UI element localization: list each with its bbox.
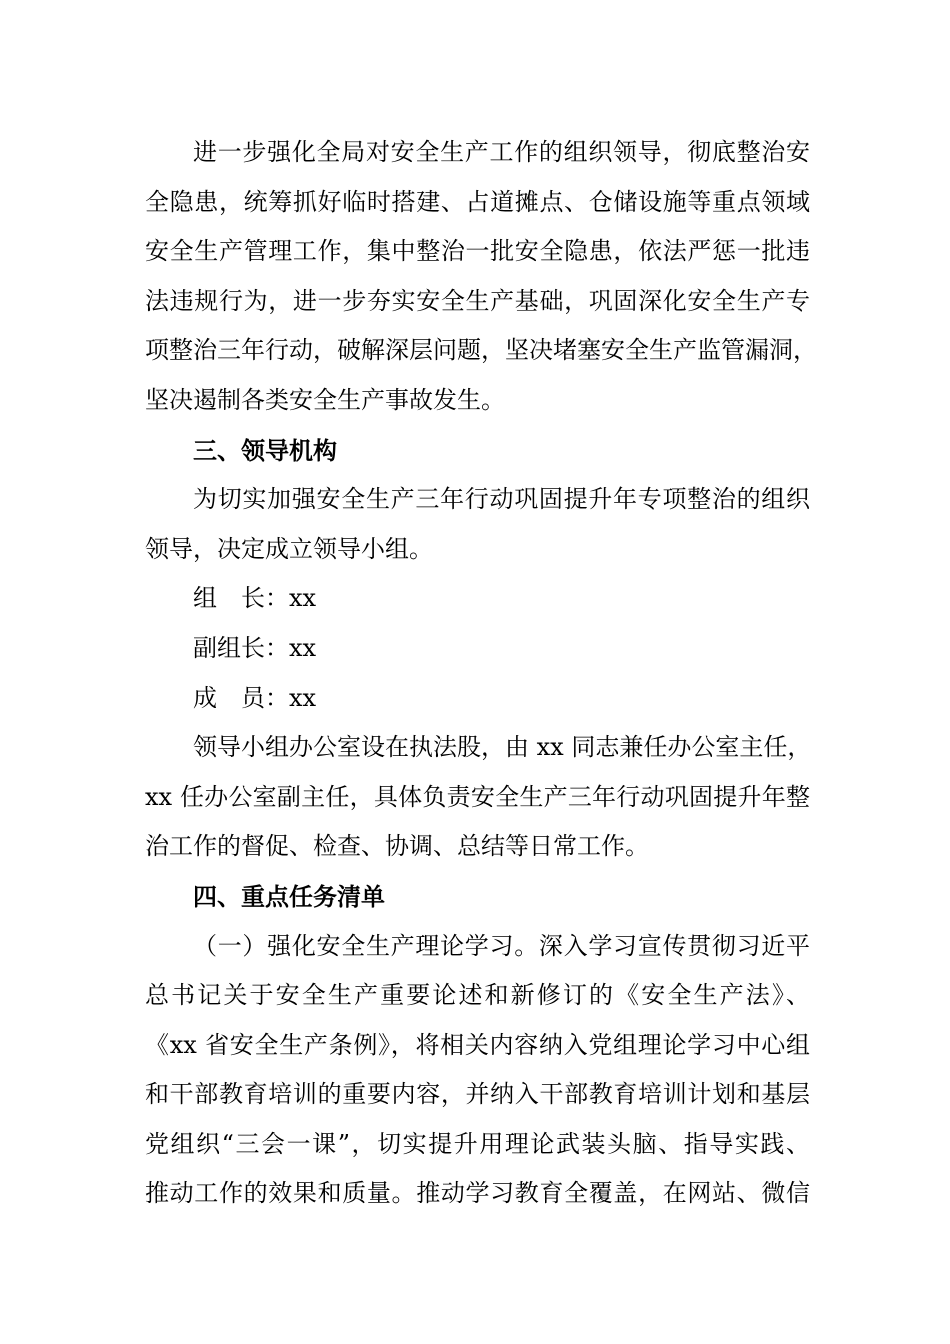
paragraph-line: 领导，决定成立领导小组。 xyxy=(145,534,433,563)
paragraph-line: 进一步强化全局对安全生产工作的组织领导，彻底整治安 xyxy=(193,138,810,166)
deputy-line: 副组长：xx xyxy=(193,633,317,662)
paragraph-line: 党组织“三会一课”，切实提升用理论武装头脑、指导实践、 xyxy=(145,1129,810,1158)
members-line: 成 员：xx xyxy=(193,683,317,712)
paragraph-line: 为切实加强安全生产三年行动巩固提升年专项整治的组织 xyxy=(193,485,810,514)
paragraph-line: 坚决遏制各类安全生产事故发生。 xyxy=(145,385,505,414)
paragraph-line: 《xx 省安全生产条例》，将相关内容纳入党组理论学习中心组 xyxy=(145,1030,810,1059)
paragraph-line: 总书记关于安全生产重要论述和新修订的《安全生产法》、 xyxy=(145,981,810,1010)
paragraph-line: 治工作的督促、检查、协调、总结等日常工作。 xyxy=(145,832,649,861)
section-heading: 四、重点任务清单 xyxy=(193,881,385,911)
paragraph-line: 法违规行为，进一步夯实安全生产基础，巩固深化安全生产专 xyxy=(145,286,810,315)
document-page xyxy=(145,128,817,1219)
paragraph-line: 和干部教育培训的重要内容，并纳入干部教育培训计划和基层 xyxy=(145,1080,810,1109)
paragraph-line: xx 任办公室副主任，具体负责安全生产三年行动巩固提升年整 xyxy=(145,782,810,811)
paragraph-line: 项整治三年行动，破解深层问题，坚决堵塞安全生产监管漏洞， xyxy=(145,336,817,365)
paragraph-line: 全隐患，统筹抓好临时搭建、占道摊点、仓储设施等重点领域 xyxy=(145,187,810,216)
paragraph-line: （一）强化安全生产理论学习。深入学习宣传贯彻习近平 xyxy=(193,931,810,960)
paragraph-line: 推动工作的效果和质量。推动学习教育全覆盖，在网站、微信 xyxy=(145,1179,810,1208)
leader-line: 组 长：xx xyxy=(193,584,317,613)
paragraph-line: 领导小组办公室设在执法股，由 xx 同志兼任办公室主任， xyxy=(193,733,812,762)
paragraph-line: 安全生产管理工作，集中整治一批安全隐患，依法严惩一批违 xyxy=(145,237,810,266)
section-heading: 三、领导机构 xyxy=(193,435,337,465)
